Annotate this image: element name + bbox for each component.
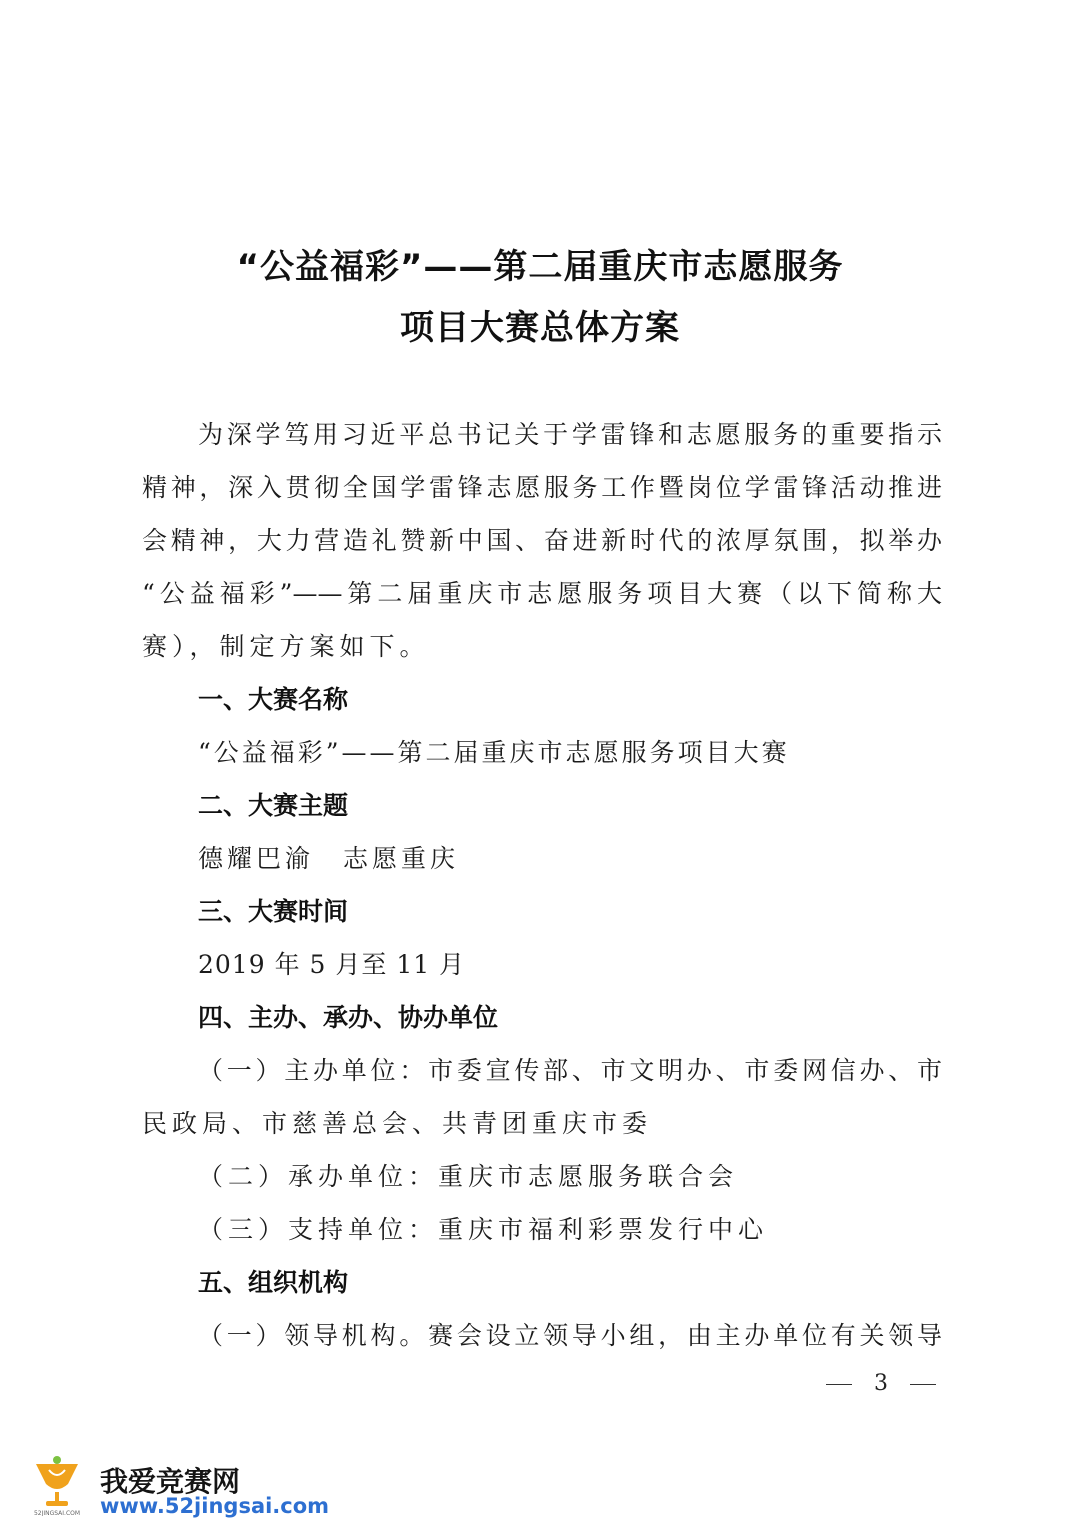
document-title-line-1: “公益福彩”——第二届重庆市志愿服务 xyxy=(236,247,844,287)
support-unit-line: （三）支持单位：重庆市福利彩票发行中心 xyxy=(198,1215,769,1244)
site-watermark xyxy=(14,1452,414,1522)
organizer-unit-line: （二）承办单位：重庆市志愿服务联合会 xyxy=(198,1162,739,1191)
trophy-cup-icon xyxy=(22,1454,92,1516)
page-number-dash-right xyxy=(910,1384,936,1385)
intro-line: 精神，深入贯彻全国学雷锋志愿服务工作暨岗位学雷锋活动推进 xyxy=(142,473,942,502)
page-number-value: 3 xyxy=(874,1371,888,1396)
host-units-line-2: 民政局、市慈善总会、共青团重庆市委 xyxy=(142,1109,653,1138)
contest-name-text: “公益福彩”——第二届重庆市志愿服务项目大赛 xyxy=(198,738,790,767)
site-name: 我爱竞赛网 xyxy=(100,1465,241,1498)
section-heading-time: 三、大赛时间 xyxy=(198,897,349,926)
intro-line: 赛），制定方案如下。 xyxy=(142,632,430,661)
site-url: www.52jingsai.com xyxy=(100,1494,330,1518)
intro-line: 会精神，大力营造礼赞新中国、奋进新时代的浓厚氛围，拟举办 xyxy=(142,526,942,555)
intro-line: “公益福彩”——第二届重庆市志愿服务项目大赛（以下简称大 xyxy=(142,579,942,608)
leadership-line: （一）领导机构。赛会设立领导小组，由主办单位有关领导 xyxy=(198,1321,942,1350)
section-heading-theme: 二、大赛主题 xyxy=(198,791,349,820)
contest-theme-text: 德耀巴渝 志愿重庆 xyxy=(198,844,460,873)
intro-line: 为深学笃用习近平总书记关于学雷锋和志愿服务的重要指示 xyxy=(198,420,942,449)
section-heading-name: 一、大赛名称 xyxy=(198,685,349,714)
page-number xyxy=(826,1369,936,1399)
document-title-line-2: 项目大赛总体方案 xyxy=(400,308,680,348)
section-heading-organizers: 四、主办、承办、协办单位 xyxy=(198,1003,499,1032)
section-heading-organization: 五、组织机构 xyxy=(198,1268,349,1297)
svg-text:52JINGSAI.COM: 52JINGSAI.COM xyxy=(33,1510,81,1516)
page-number-dash-left xyxy=(826,1384,852,1385)
host-units-line-1: （一）主办单位：市委宣传部、市文明办、市委网信办、市 xyxy=(198,1056,942,1085)
contest-time-text: 2019 年 5 月至 11 月 xyxy=(198,950,466,979)
